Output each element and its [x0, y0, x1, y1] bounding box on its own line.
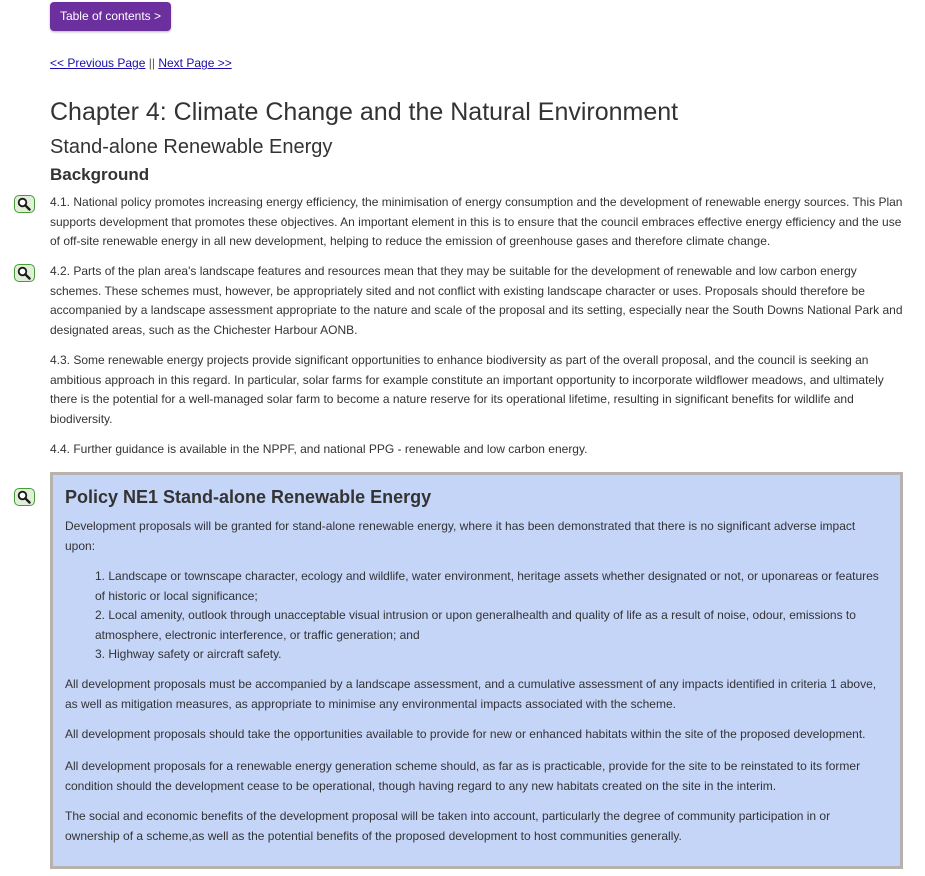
pager-separator: || [148, 56, 155, 70]
table-of-contents-button[interactable]: Table of contents > [50, 2, 171, 31]
chapter-title: Chapter 4: Climate Change and the Natural Environment [50, 98, 679, 126]
paragraph-4-3: 4.3. Some renewable energy projects provide significant opportunities to enhance biodiversity as part of the overall proposal, and the council is seeking an ambitious approach in this regard. In particular, solar farms for example constitute an important opportunity to incorporate wildflower meadows, and ultimately there is the potential for a well-managed solar farm to become a nature reserve for its operational lifetime, resulting in significant benefits for wildlife and biodiversity. [50, 353, 884, 426]
paragraph-4-4: 4.4. Further guidance is available in the NPPF, and national PPG - renewable and low carbon energy. [50, 442, 588, 456]
policy-paragraph: All development proposals should take the opportunities available to provide for new or enhanced habitats within the site of the proposed development. [65, 727, 866, 741]
policy-paragraph: The social and economic benefits of the development proposal will be taken into account, particularly the degree of community participation in or ownership of a scheme,as well as the potential benefits of the proposed development to host communities generally. [65, 809, 831, 843]
policy-intro: Development proposals will be granted for stand-alone renewable energy, where it has been demonstrated that there is no significant adverse impact upon: [65, 519, 856, 553]
page-navigation [50, 56, 232, 70]
policy-criteria-list [95, 567, 885, 665]
zoom-policy-icon[interactable] [14, 488, 35, 506]
policy-paragraph: All development proposals for a renewable energy generation scheme should, as far as is practicable, provide for the site to be reinstated to its former condition should the development cease to be operational, though having regard to any new habitats created on the site in the interim. [65, 759, 861, 793]
previous-page-link[interactable]: << Previous Page [50, 56, 146, 70]
list-item: 2. Local amenity, outlook through unacceptable visual intrusion or upon generalhealth and quality of life as a result of noise, odour, emissions to atmosphere, electronic interference, or traffic generation; and [95, 608, 856, 642]
paragraph-4-2: 4.2. Parts of the plan area's landscape features and resources mean that they may be suitable for the development of renewable and low carbon energy schemes. These schemes must, however, be appropriately sited and not conflict with existing landscape character or uses. Proposals should therefore be accompanied by a landscape assessment appropriate to the nature and scale of the proposal and its setting, especially near the South Downs National Park and designated areas, such as the Chichester Harbour AONB. [50, 264, 903, 337]
policy-box [50, 472, 903, 869]
paragraph-4-1: 4.1. National policy promotes increasing energy efficiency, the minimisation of energy consumption and the development of renewable energy sources. This Plan supports development that promotes these objectives. An important element in this is to ensure that the council embraces effective energy efficiency and the use of off-site renewable energy in all new development, helping to reduce the emission of greenhouse gases and therefore climate change. [50, 195, 903, 248]
list-item: 1. Landscape or townscape character, ecology and wildlife, water environment, heritage assets whether designated or not, or uponareas or features of historic or local significance; [95, 569, 879, 603]
list-item: 3. Highway safety or aircraft safety. [95, 647, 282, 661]
policy-title: Policy NE1 Stand-alone Renewable Energy [65, 487, 432, 507]
next-page-link[interactable]: Next Page >> [158, 56, 232, 70]
section-title: Stand-alone Renewable Energy [50, 136, 333, 158]
policy-paragraph: All development proposals must be accompanied by a landscape assessment, and a cumulative assessment of any impacts identified in criteria 1 above, as well as mitigation measures, as appropriate to minimise any environmental impacts associated with the scheme. [65, 677, 877, 711]
zoom-paragraph-icon[interactable] [14, 195, 35, 213]
zoom-paragraph-icon[interactable] [14, 264, 35, 282]
subsection-title: Background [50, 165, 150, 184]
